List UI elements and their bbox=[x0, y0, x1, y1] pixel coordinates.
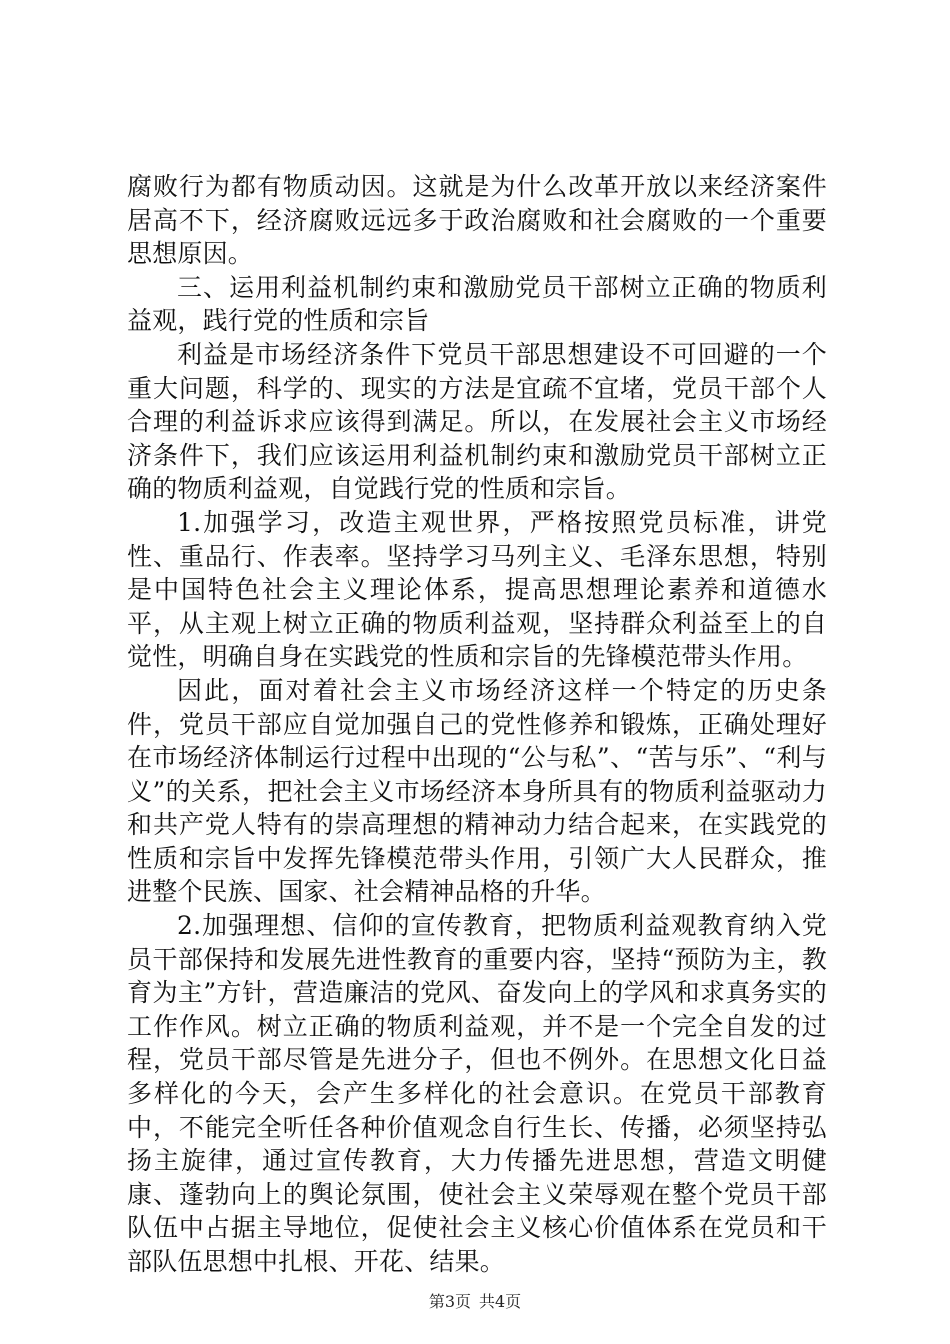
paragraph-point-2: 2.加强理想、信仰的宣传教育，把物质利益观教育纳入党员干部保持和发展先进性教育的重要内容，坚持“预防为主，教育为主”方针，营造廉洁的党风、奋发向上的学风和求真务实的工作作风。树立正确的物质利益观，并不是一个完全自发的过程，党员干部尽管是先进分子，但也不例外。在思想文化日益多样化的今天，会产生多样化的社会意识。在党员干部教育中，不能完全听任各种价值观念自行生长、传播，必须坚持弘扬主旋律，通过宣传教育，大力传播先进思想，营造文明健康、蓬勃向上的舆论氛围，使社会主义荣辱观在整个党员干部队伍中占据主导地位，促使社会主义核心价值体系在党员和干部队伍思想中扎根、开花、结果。 bbox=[127, 911, 827, 1276]
paragraph-therefore: 因此，面对着社会主义市场经济这样一个特定的历史条件，党员干部应自觉加强自己的党性修养和锻炼，正确处理好在市场经济体制运行过程中出现的“公与私”、“苦与乐”、“利与义”的关系，把社会主义市场经济本身所具有的物质利益驱动力和共产党人特有的崇高理想的精神动力结合起来，在实践党的性质和宗旨中发挥先锋模范带头作用，引领广大人民群众，推进整个民族、国家、社会精神品格的升华。 bbox=[127, 675, 827, 907]
document-body bbox=[127, 170, 827, 1279]
page-footer bbox=[0, 1292, 950, 1312]
paragraph-continuation: 腐败行为都有物质动因。这就是为什么改革开放以来经济案件居高不下，经济腐败远远多于政治腐败和社会腐败的一个重要思想原因。 bbox=[127, 172, 827, 269]
section-heading: 三、运用利益机制约束和激励党员干部树立正确的物质利益观，践行党的性质和宗旨 bbox=[127, 272, 827, 336]
paragraph-point-1: 1.加强学习，改造主观世界，严格按照党员标准，讲党性、重品行、作表率。坚持学习马列主义、毛泽东思想，特别是中国特色社会主义理论体系，提高思想理论素养和道德水平，从主观上树立正确的物质利益观，坚持群众利益至上的自觉性，明确自身在实践党的性质和宗旨的先锋模范带头作用。 bbox=[127, 507, 827, 672]
paragraph-intro: 利益是市场经济条件下党员干部思想建设不可回避的一个重大问题，科学的、现实的方法是宜疏不宜堵，党员干部个人合理的利益诉求应该得到满足。所以，在发展社会主义市场经济条件下，我们应该运用利益机制约束和激励党员干部树立正确的物质利益观，自觉践行党的性质和宗旨。 bbox=[127, 339, 827, 504]
page-number: 第3页 bbox=[428, 1292, 471, 1311]
page-total: 共4页 bbox=[479, 1292, 522, 1311]
